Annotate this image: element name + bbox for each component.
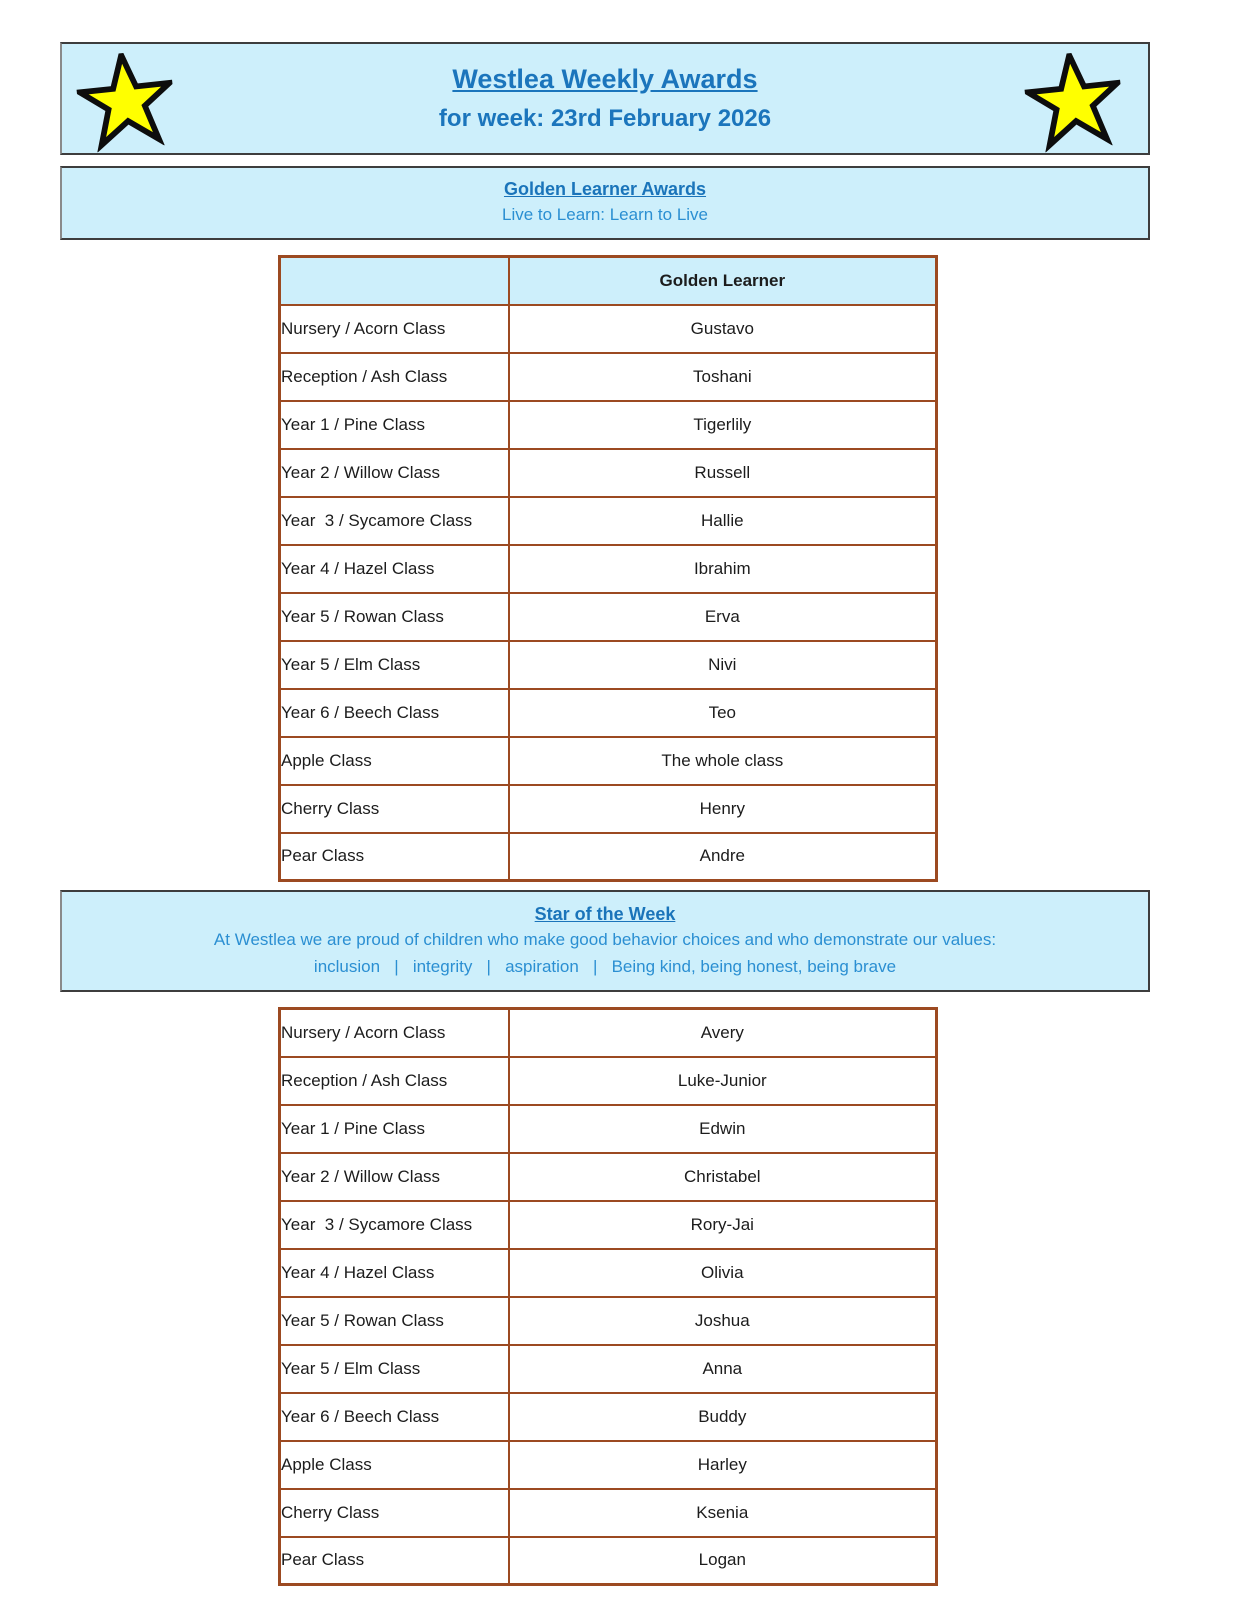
star-of-week-table: [278, 1007, 938, 1586]
star-icon: [1021, 48, 1127, 154]
pupil-name-cell: Toshani: [509, 353, 937, 401]
class-name-cell: Year 5 / Elm Class: [280, 1345, 509, 1393]
class-name-cell: Cherry Class: [280, 785, 509, 833]
table-row: [280, 689, 937, 737]
class-name-cell: Year 4 / Hazel Class: [280, 545, 509, 593]
class-name-cell: Year 4 / Hazel Class: [280, 1249, 509, 1297]
pupil-name-cell: Rory-Jai: [509, 1201, 937, 1249]
class-name-cell: Year 5 / Rowan Class: [280, 593, 509, 641]
golden-learner-column-header: Golden Learner: [509, 257, 937, 305]
table-row: [280, 1393, 937, 1441]
star-of-week-description: At Westlea we are proud of children who make good behavior choices and who demonstrate our values:: [213, 930, 997, 950]
table-row: [280, 545, 937, 593]
star-of-week-section-header: [60, 890, 1150, 992]
star-of-week-values: inclusion | integrity | aspiration | Being kind, being honest, being brave: [313, 956, 897, 976]
class-name-cell: Year 3 / Sycamore Class: [280, 497, 509, 545]
class-name-cell: Nursery / Acorn Class: [280, 305, 509, 353]
table-row: [280, 1489, 937, 1537]
class-name-cell: Year 2 / Willow Class: [280, 449, 509, 497]
star-of-week-title: Star of the Week: [534, 904, 676, 925]
pupil-name-cell: Ksenia: [509, 1489, 937, 1537]
pupil-name-cell: Tigerlily: [509, 401, 937, 449]
class-name-cell: Cherry Class: [280, 1489, 509, 1537]
class-name-cell: Reception / Ash Class: [280, 1057, 509, 1105]
pupil-name-cell: Anna: [509, 1345, 937, 1393]
class-name-cell: Nursery / Acorn Class: [280, 1009, 509, 1057]
pupil-name-cell: Henry: [509, 785, 937, 833]
pupil-name-cell: Ibrahim: [509, 545, 937, 593]
class-name-cell: Year 5 / Rowan Class: [280, 1297, 509, 1345]
pupil-name-cell: Gustavo: [509, 305, 937, 353]
table-row: [280, 1249, 937, 1297]
table-row: [280, 1297, 937, 1345]
pupil-name-cell: Hallie: [509, 497, 937, 545]
table-row: [280, 1057, 937, 1105]
table-row: [280, 353, 937, 401]
class-name-cell: Year 2 / Willow Class: [280, 1153, 509, 1201]
table-row: [280, 1345, 937, 1393]
class-name-cell: Year 5 / Elm Class: [280, 641, 509, 689]
pupil-name-cell: Nivi: [509, 641, 937, 689]
pupil-name-cell: Logan: [509, 1537, 937, 1585]
pupil-name-cell: Buddy: [509, 1393, 937, 1441]
pupil-name-cell: Edwin: [509, 1105, 937, 1153]
table-row: [280, 1441, 937, 1489]
table-row: [280, 401, 937, 449]
pupil-name-cell: Avery: [509, 1009, 937, 1057]
table-row: [280, 305, 937, 353]
class-name-cell: Pear Class: [280, 1537, 509, 1585]
class-name-cell: Apple Class: [280, 737, 509, 785]
table-row: [280, 1105, 937, 1153]
table-header-row: [280, 257, 937, 305]
page-title: Westlea Weekly Awards: [452, 63, 758, 94]
pupil-name-cell: Russell: [509, 449, 937, 497]
golden-learner-motto: Live to Learn: Learn to Live: [501, 205, 709, 225]
pupil-name-cell: Luke-Junior: [509, 1057, 937, 1105]
class-name-cell: Year 6 / Beech Class: [280, 689, 509, 737]
table-row: [280, 785, 937, 833]
class-name-cell: Year 1 / Pine Class: [280, 401, 509, 449]
pupil-name-cell: Joshua: [509, 1297, 937, 1345]
class-name-cell: Reception / Ash Class: [280, 353, 509, 401]
pupil-name-cell: Andre: [509, 833, 937, 881]
class-name-cell: Year 6 / Beech Class: [280, 1393, 509, 1441]
week-subtitle: for week: 23rd February 2026: [438, 105, 772, 133]
table-row: [280, 1009, 937, 1057]
golden-learner-table: [278, 255, 938, 882]
star-icon: [73, 48, 179, 154]
pupil-name-cell: The whole class: [509, 737, 937, 785]
pupil-name-cell: Erva: [509, 593, 937, 641]
table-row: [280, 1537, 937, 1585]
table-row: [280, 449, 937, 497]
class-name-cell: Pear Class: [280, 833, 509, 881]
pupil-name-cell: Harley: [509, 1441, 937, 1489]
table-row: [280, 641, 937, 689]
table-row: [280, 1201, 937, 1249]
table-row: [280, 593, 937, 641]
table-row: [280, 737, 937, 785]
pupil-name-cell: Teo: [509, 689, 937, 737]
table-row: [280, 1153, 937, 1201]
pupil-name-cell: Olivia: [509, 1249, 937, 1297]
class-name-cell: Apple Class: [280, 1441, 509, 1489]
empty-header-cell: [280, 257, 509, 305]
class-name-cell: Year 1 / Pine Class: [280, 1105, 509, 1153]
class-name-cell: Year 3 / Sycamore Class: [280, 1201, 509, 1249]
golden-learner-title: Golden Learner Awards: [503, 179, 707, 200]
table-row: [280, 497, 937, 545]
header-banner: [60, 42, 1150, 155]
pupil-name-cell: Christabel: [509, 1153, 937, 1201]
golden-learner-section-header: [60, 166, 1150, 240]
table-row: [280, 833, 937, 881]
